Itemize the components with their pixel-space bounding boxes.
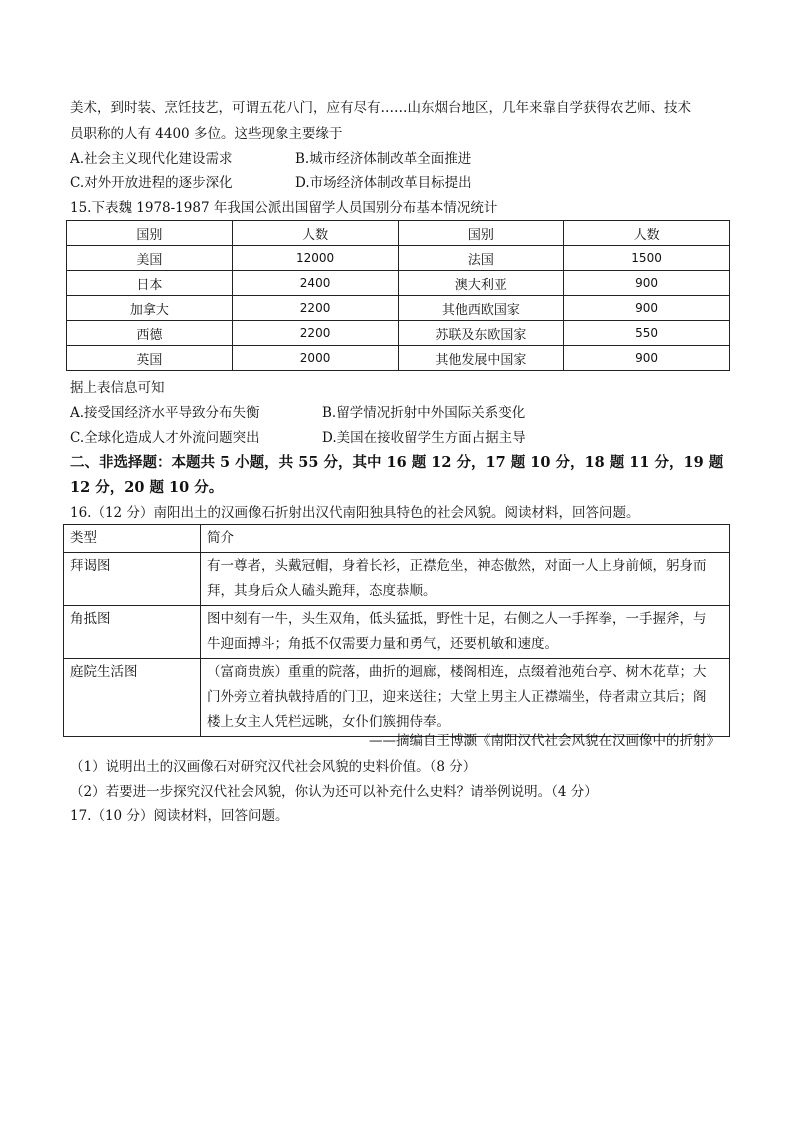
q14-option-d[interactable]: D.市场经济体制改革目标提出 bbox=[295, 175, 472, 191]
description-line: 牛迎面搏斗；角抵不仅需要力量和勇气，还要机敏和速度。 bbox=[207, 636, 558, 652]
count-cell: 900 bbox=[564, 296, 730, 321]
country-cell: 日本 bbox=[67, 271, 233, 296]
country-cell: 法国 bbox=[398, 246, 564, 271]
q15-option-c[interactable]: C.全球化造成人才外流问题突出 bbox=[70, 430, 260, 446]
description-line: 门外旁立着执戟持盾的门卫，迎来送往；大堂上男主人正襟端坐，侍者肃立其后；阁 bbox=[207, 689, 707, 705]
q16-subquestion-1: （1）说明出土的汉画像石对研究汉代社会风貌的史料价值。（8 分） bbox=[70, 759, 477, 775]
country-cell: 其他发展中国家 bbox=[398, 346, 564, 371]
country-cell: 澳大利亚 bbox=[398, 271, 564, 296]
table-row bbox=[67, 346, 730, 371]
q14-option-a[interactable]: A.社会主义现代化建设需求 bbox=[70, 151, 233, 167]
type-cell: 庭院生活图 bbox=[64, 659, 201, 737]
description-cell bbox=[201, 606, 730, 659]
header-cell: 国别 bbox=[67, 221, 233, 246]
count-cell: 2200 bbox=[232, 321, 398, 346]
q14-option-b[interactable]: B.城市经济体制改革全面推进 bbox=[295, 151, 472, 167]
table-row bbox=[67, 271, 730, 296]
count-cell: 550 bbox=[564, 321, 730, 346]
country-cell: 其他西欧国家 bbox=[398, 296, 564, 321]
description-line: 楼上女主人凭栏远眺，女仆们簇拥侍奉。 bbox=[207, 714, 450, 730]
q17-stem: 17.（10 分）阅读材料，回答问题。 bbox=[70, 808, 289, 824]
table-row bbox=[64, 659, 730, 737]
q15-option-a[interactable]: A.接受国经济水平导致分布失衡 bbox=[70, 405, 260, 421]
country-cell: 美国 bbox=[67, 246, 233, 271]
description-line: 拜，其身后众人磕头跪拜，态度恭顺。 bbox=[207, 583, 437, 599]
type-cell: 拜谒图 bbox=[64, 553, 201, 606]
description-line: （富商贵族）重重的院落，曲折的迴廊，楼阁相连，点缀着池苑台亭、树木花草；大 bbox=[207, 664, 707, 680]
q14-option-c[interactable]: C.对外开放进程的逐步深化 bbox=[70, 175, 233, 191]
header-cell: 人数 bbox=[232, 221, 398, 246]
description-line: 图中刻有一牛，头生双角，低头猛抵，野性十足，右侧之人一手挥拳，一手握斧，与 bbox=[207, 611, 707, 627]
type-cell: 角抵图 bbox=[64, 606, 201, 659]
section-2-heading-line-1: 二、非选择题：本题共 5 小题，共 55 分，其中 16 题 12 分，17 题 10 分，18 题 11 分，19 题 bbox=[70, 454, 724, 471]
count-cell: 2400 bbox=[232, 271, 398, 296]
q14-text-line-2: 员职称的人有 4400 多位。这些现象主要缘于 bbox=[70, 126, 343, 142]
q15-prompt: 据上表信息可知 bbox=[70, 380, 165, 396]
count-cell: 2200 bbox=[232, 296, 398, 321]
table-header-row bbox=[67, 221, 730, 246]
table-row bbox=[67, 296, 730, 321]
country-cell: 加拿大 bbox=[67, 296, 233, 321]
q14-text-line-1: 美术，到时装、烹饪技艺，可谓五花八门，应有尽有……山东烟台地区，几年来靠自学获得农艺师、技术 bbox=[70, 100, 691, 116]
count-cell: 2000 bbox=[232, 346, 398, 371]
count-cell: 1500 bbox=[564, 246, 730, 271]
q15-table bbox=[66, 220, 730, 371]
count-cell: 900 bbox=[564, 346, 730, 371]
header-cell: 类型 bbox=[64, 525, 201, 553]
q16-table bbox=[63, 524, 730, 737]
q15-option-b[interactable]: B.留学情况折射中外国际关系变化 bbox=[322, 405, 526, 421]
count-cell: 900 bbox=[564, 271, 730, 296]
description-cell bbox=[201, 659, 730, 737]
count-cell: 12000 bbox=[232, 246, 398, 271]
q15-option-d[interactable]: D.美国在接收留学生方面占据主导 bbox=[322, 430, 526, 446]
table-row bbox=[64, 553, 730, 606]
section-2-heading-line-2: 12 分，20 题 10 分。 bbox=[70, 479, 224, 496]
country-cell: 苏联及东欧国家 bbox=[398, 321, 564, 346]
header-cell: 人数 bbox=[564, 221, 730, 246]
q16-source-citation: ——摘编自王博灏《南阳汉代社会风貌在汉画像中的折射》 bbox=[369, 733, 720, 749]
table-row bbox=[64, 606, 730, 659]
country-cell: 西德 bbox=[67, 321, 233, 346]
header-cell: 简介 bbox=[201, 525, 730, 553]
q16-subquestion-2: （2）若要进一步探究汉代社会风貌，你认为还可以补充什么史料？请举例说明。（4 分） bbox=[70, 784, 598, 800]
q15-stem: 15.下表魏 1978-1987 年我国公派出国留学人员国别分布基本情况统计 bbox=[70, 200, 498, 216]
table-header-row bbox=[64, 525, 730, 553]
country-cell: 英国 bbox=[67, 346, 233, 371]
q16-stem: 16.（12 分）南阳出土的汉画像石折射出汉代南阳独具特色的社会风貌。阅读材料，回答问题。 bbox=[70, 505, 640, 521]
table-row bbox=[67, 246, 730, 271]
description-cell bbox=[201, 553, 730, 606]
table-row bbox=[67, 321, 730, 346]
header-cell: 国别 bbox=[398, 221, 564, 246]
description-line: 有一尊者，头戴冠帽，身着长衫，正襟危坐，神态傲然，对面一人上身前倾，躬身而 bbox=[207, 558, 707, 574]
